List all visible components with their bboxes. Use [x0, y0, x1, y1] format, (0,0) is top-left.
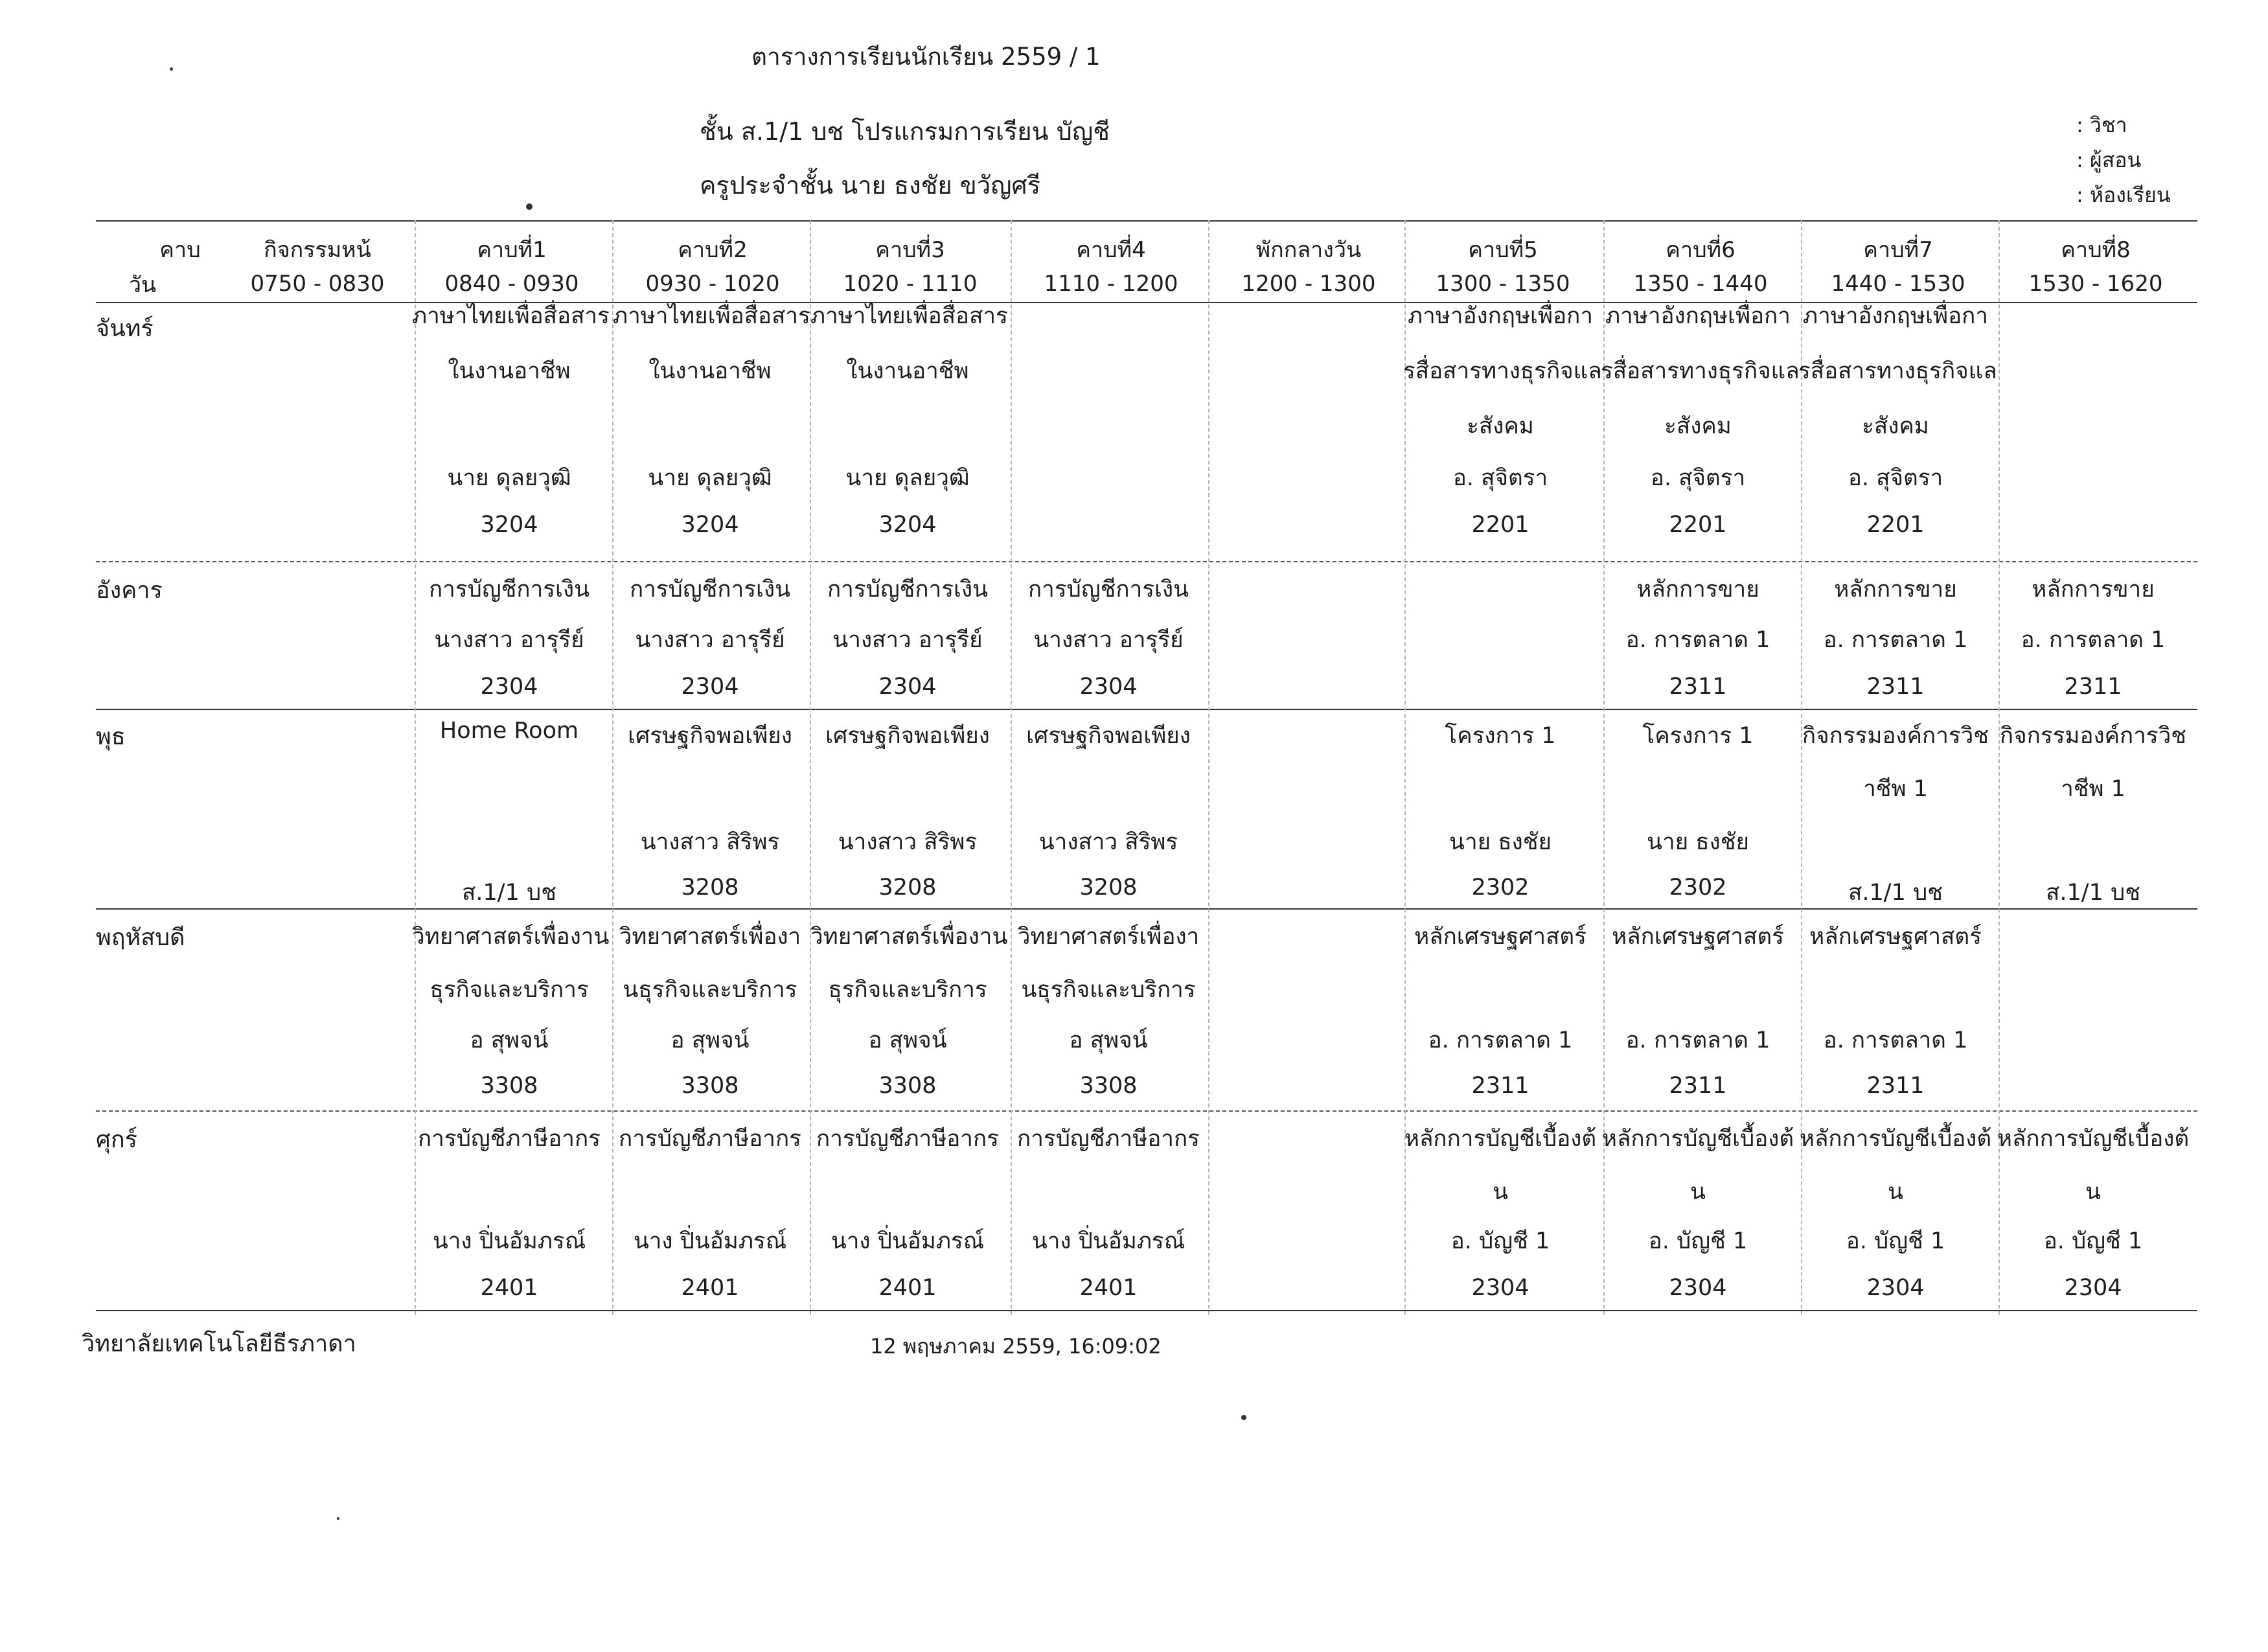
schedule-cell-line: ภาษาอังกฤษเพื่อกา	[1605, 303, 1791, 329]
schedule-cell-line: รสื่อสารทางธุรกิจแล	[1601, 358, 1800, 384]
schedule-cell-line: การบัญชีการเงิน	[827, 577, 989, 602]
column-header: กิจกรรมหน้	[264, 237, 371, 263]
schedule-cell-line: 2311	[1669, 1073, 1727, 1099]
schedule-cell-line: อ. บัญชี 1	[1648, 1228, 1748, 1254]
schedule-cell-line: นางสาว สิริพร	[640, 829, 780, 855]
column-time: 0930 - 1020	[645, 271, 780, 297]
column-time: 1350 - 1440	[1633, 271, 1768, 297]
schedule-cell-line: าชีพ 1	[2061, 776, 2125, 802]
schedule-cell-line: 2401	[480, 1275, 538, 1301]
schedule-cell-line: วิทยาศาสตร์เพื่องาน	[412, 924, 610, 950]
schedule-cell-line: รสื่อสารทางธุรกิจแล	[1403, 358, 1602, 384]
schedule-cell-line: อ. สุจิตรา	[1650, 465, 1746, 491]
schedule-cell-line: อ สุพจน์	[670, 1027, 750, 1053]
schedule-cell-line: 3308	[681, 1073, 739, 1099]
schedule-cell-line: นาง ปิ่นอัมภรณ์	[633, 1228, 787, 1254]
class-subtitle: ชั้น ส.1/1 บช โปรแกรมการเรียน บัญชี	[700, 117, 1110, 146]
column-time: 1020 - 1110	[843, 271, 978, 297]
schedule-cell-line: การบัญชีการเงิน	[1027, 577, 1189, 602]
schedule-cell-line: อ สุพจน์	[868, 1027, 947, 1053]
schedule-cell-line: นางสาว สิริพร	[1038, 829, 1178, 855]
schedule-cell-line: Home Room	[439, 718, 579, 744]
schedule-cell-line: าชีพ 1	[1863, 776, 1928, 802]
schedule-cell-line: 3208	[878, 875, 937, 901]
schedule-cell-line: นาย ธงชัย	[1647, 829, 1749, 855]
schedule-cell-line: อ. สุจิตรา	[1452, 465, 1548, 491]
schedule-cell-line: 2201	[1669, 512, 1727, 538]
schedule-cell-line: 3208	[681, 875, 739, 901]
schedule-cell-line: เศรษฐกิจพอเพียง	[628, 723, 792, 749]
table-rule	[96, 561, 2197, 562]
legend-subject: : วิชา	[2076, 113, 2127, 137]
schedule-cell-line: 2311	[1471, 1073, 1529, 1099]
schedule-cell-line: นาง ปิ่นอัมภรณ์	[830, 1228, 985, 1254]
schedule-cell-line: 2201	[1471, 512, 1529, 538]
day-label: ศุกร์	[96, 1127, 137, 1153]
schedule-cell-line: ส.1/1 บช	[2046, 880, 2140, 906]
column-time: 1110 - 1200	[1044, 271, 1178, 297]
legend-teacher: : ผู้สอน	[2076, 148, 2142, 172]
schedule-cell-line: เศรษฐกิจพอเพียง	[1026, 723, 1191, 749]
schedule-cell-line: ภาษาไทยเพื่อสื่อสาร	[412, 303, 610, 329]
schedule-cell-line: อ. การตลาด 1	[1823, 627, 1968, 653]
schedule-cell-line: หลักการบัญชีเบื้องต้	[1799, 1126, 1992, 1152]
schedule-cell-line: 3204	[480, 512, 538, 538]
schedule-cell-line: 2304	[1079, 674, 1138, 700]
schedule-cell-line: การบัญชีภาษีอากร	[1017, 1126, 1200, 1152]
schedule-cell-line: ธุรกิจและบริการ	[430, 977, 589, 1003]
column-header: คาบที่2	[678, 237, 748, 263]
column-header: คาบที่6	[1666, 237, 1735, 263]
schedule-cell-line: การบัญชีภาษีอากร	[816, 1126, 999, 1152]
schedule-cell-line: อ. การตลาด 1	[1823, 1027, 1968, 1053]
column-time: 0840 - 0930	[444, 271, 579, 297]
schedule-cell-line: 2311	[1669, 674, 1727, 700]
schedule-cell-line: นาย ดุลยวุฒิ	[447, 465, 571, 491]
schedule-cell-line: 2304	[1866, 1275, 1925, 1301]
schedule-cell-line: นธุรกิจและบริการ	[623, 977, 797, 1003]
schedule-cell-line: 3208	[1079, 875, 1138, 901]
schedule-cell-line: อ. การตลาด 1	[1625, 1027, 1770, 1053]
schedule-cell-line: ภาษาไทยเพื่อสื่อสาร	[613, 303, 810, 329]
schedule-cell-line: อ สุพจน์	[470, 1027, 549, 1053]
schedule-cell-line: วิทยาศาสตร์เพื่องาน	[810, 924, 1008, 950]
table-rule	[96, 709, 2197, 710]
schedule-cell-line: น	[1690, 1179, 1706, 1205]
schedule-cell-line: 2311	[2064, 674, 2122, 700]
schedule-cell-line: น	[1888, 1179, 1903, 1205]
column-header: คาบที่1	[477, 237, 547, 263]
schedule-cell-line: 2311	[1866, 1073, 1925, 1099]
scan-speck	[1241, 1415, 1246, 1420]
schedule-cell-line: ะสังคม	[1664, 413, 1732, 439]
school-name: วิทยาลัยเทคโนโลยีธีรภาดา	[82, 1331, 356, 1357]
schedule-cell-line: 2311	[1866, 674, 1925, 700]
schedule-cell-line: หลักเศรษฐศาสตร์	[1809, 924, 1982, 950]
schedule-cell-line: หลักการบัญชีเบื้องต้	[1997, 1126, 2190, 1152]
column-header: พักกลางวัน	[1255, 237, 1362, 263]
schedule-cell-line: 3308	[878, 1073, 937, 1099]
schedule-cell-line: การบัญชีการเงิน	[629, 577, 791, 602]
schedule-cell-line: ในงานอาชีพ	[648, 358, 772, 384]
homeroom-teacher: ครูประจำชั้น นาย ธงชัย ขวัญศรี	[700, 171, 1040, 200]
table-rule	[96, 1110, 2197, 1112]
schedule-cell-line: หลักการขาย	[1636, 577, 1759, 602]
page-title: ตารางการเรียนนักเรียน 2559 / 1	[751, 43, 1101, 71]
schedule-cell-line: นางสาว อารุรีย์	[635, 627, 785, 653]
column-time: 1440 - 1530	[1831, 271, 1965, 297]
schedule-cell-line: 2304	[1471, 1275, 1529, 1301]
schedule-cell-line: นาง ปิ่นอัมภรณ์	[432, 1228, 586, 1254]
schedule-cell-line: โครงการ 1	[1642, 723, 1754, 749]
schedule-cell-line: 2302	[1669, 875, 1727, 901]
column-header: คาบที่8	[2061, 237, 2131, 263]
schedule-cell-line: 2304	[1669, 1275, 1727, 1301]
schedule-cell-line: อ. การตลาด 1	[2021, 627, 2166, 653]
corner-day-label: วัน	[128, 272, 157, 298]
schedule-cell-line: ส.1/1 บช	[1848, 880, 1943, 906]
schedule-cell-line: นาย ดุลยวุฒิ	[845, 465, 970, 491]
schedule-cell-line: ภาษาอังกฤษเพื่อกา	[1803, 303, 1988, 329]
schedule-cell-line: 2304	[878, 674, 937, 700]
schedule-cell-line: กิจกรรมองค์การวิช	[1802, 723, 1989, 749]
schedule-cell-line: 2304	[2064, 1275, 2122, 1301]
schedule-cell-line: 2201	[1866, 512, 1925, 538]
schedule-cell-line: หลักการขาย	[2032, 577, 2155, 602]
schedule-cell-line: อ. การตลาด 1	[1625, 627, 1770, 653]
day-label: พฤหัสบดี	[96, 924, 185, 951]
scan-speck	[337, 1517, 339, 1520]
schedule-cell-line: หลักการบัญชีเบื้องต้	[1404, 1126, 1597, 1152]
schedule-cell-line: 3204	[681, 512, 739, 538]
schedule-cell-line: เศรษฐกิจพอเพียง	[825, 723, 990, 749]
schedule-cell-line: วิทยาศาสตร์เพื่องา	[619, 924, 801, 950]
schedule-cell-line: หลักการบัญชีเบื้องต้	[1601, 1126, 1794, 1152]
schedule-cell-line: การบัญชีการเงิน	[428, 577, 590, 602]
schedule-cell-line: นาย ดุลยวุฒิ	[648, 465, 772, 491]
schedule-cell-line: ธุรกิจและบริการ	[828, 977, 987, 1003]
day-label: จันทร์	[96, 315, 154, 342]
schedule-cell-line: รสื่อสารทางธุรกิจแล	[1798, 358, 1997, 384]
schedule-cell-line: 2401	[681, 1275, 739, 1301]
column-time: 1200 - 1300	[1241, 271, 1376, 297]
schedule-cell-line: นาย ธงชัย	[1449, 829, 1552, 855]
schedule-cell-line: ภาษาอังกฤษเพื่อกา	[1408, 303, 1593, 329]
schedule-cell-line: 2401	[878, 1275, 937, 1301]
schedule-cell-line: อ. บัญชี 1	[1450, 1228, 1550, 1254]
schedule-cell-line: นางสาว อารุรีย์	[1033, 627, 1184, 653]
schedule-cell-line: ะสังคม	[1862, 413, 1929, 439]
schedule-cell-line: นางสาว อารุรีย์	[434, 627, 584, 653]
schedule-cell-line: หลักเศรษฐศาสตร์	[1414, 924, 1586, 950]
column-header: คาบที่5	[1468, 237, 1538, 263]
schedule-cell-line: อ. บัญชี 1	[1846, 1228, 1945, 1254]
schedule-cell-line: นาง ปิ่นอัมภรณ์	[1031, 1228, 1186, 1254]
schedule-cell-line: อ. สุจิตรา	[1848, 465, 1943, 491]
schedule-cell-line: กิจกรรมองค์การวิช	[1999, 723, 2187, 749]
schedule-cell-line: ส.1/1 บช	[462, 880, 556, 906]
table-rule	[96, 220, 2197, 222]
schedule-cell-line: 3308	[1079, 1073, 1138, 1099]
column-divider	[1208, 220, 1209, 1315]
column-header: คาบที่4	[1076, 237, 1146, 263]
schedule-cell-line: อ สุพจน์	[1069, 1027, 1148, 1053]
schedule-cell-line: นธุรกิจและบริการ	[1021, 977, 1196, 1003]
schedule-cell-line: 2304	[480, 674, 538, 700]
scan-speck	[170, 67, 173, 71]
schedule-cell-line: 3308	[480, 1073, 538, 1099]
column-header: คาบที่7	[1863, 237, 1933, 263]
schedule-cell-line: ะสังคม	[1467, 413, 1534, 439]
schedule-cell-line: ภาษาไทยเพื่อสื่อสาร	[810, 303, 1008, 329]
day-label: อังคาร	[96, 577, 163, 604]
schedule-cell-line: การบัญชีภาษีอากร	[619, 1126, 801, 1152]
schedule-cell-line: ในงานอาชีพ	[846, 358, 969, 384]
column-time: 1300 - 1350	[1436, 271, 1570, 297]
schedule-cell-line: นางสาว อารุรีย์	[832, 627, 983, 653]
schedule-cell-line: 2304	[681, 674, 739, 700]
schedule-cell-line: ในงานอาชีพ	[448, 358, 571, 384]
schedule-cell-line: อ. การตลาด 1	[1428, 1027, 1573, 1053]
schedule-cell-line: 2302	[1471, 875, 1529, 901]
scan-speck	[526, 203, 533, 210]
schedule-cell-line: นางสาว สิริพร	[838, 829, 978, 855]
column-header: คาบที่3	[875, 237, 945, 263]
schedule-cell-line: 2401	[1079, 1275, 1138, 1301]
schedule-cell-line: น	[2085, 1179, 2101, 1205]
column-time: 0750 - 0830	[250, 271, 385, 297]
schedule-cell-line: 3204	[878, 512, 937, 538]
schedule-cell-line: โครงการ 1	[1445, 723, 1556, 749]
corner-period-label: คาบ	[159, 237, 201, 263]
day-label: พุธ	[96, 724, 126, 750]
column-time: 1530 - 1620	[2028, 271, 2163, 297]
schedule-cell-line: อ. บัญชี 1	[2043, 1228, 2143, 1254]
schedule-cell-line: วิทยาศาสตร์เพื่องา	[1017, 924, 1200, 950]
table-rule	[96, 1310, 2197, 1311]
schedule-cell-line: หลักการขาย	[1834, 577, 1957, 602]
print-timestamp: 12 พฤษภาคม 2559, 16:09:02	[870, 1334, 1162, 1359]
schedule-cell-line: การบัญชีภาษีอากร	[418, 1126, 601, 1152]
schedule-cell-line: น	[1493, 1179, 1508, 1205]
legend-room: : ห้องเรียน	[2076, 183, 2171, 207]
schedule-cell-line: หลักเศรษฐศาสตร์	[1612, 924, 1784, 950]
